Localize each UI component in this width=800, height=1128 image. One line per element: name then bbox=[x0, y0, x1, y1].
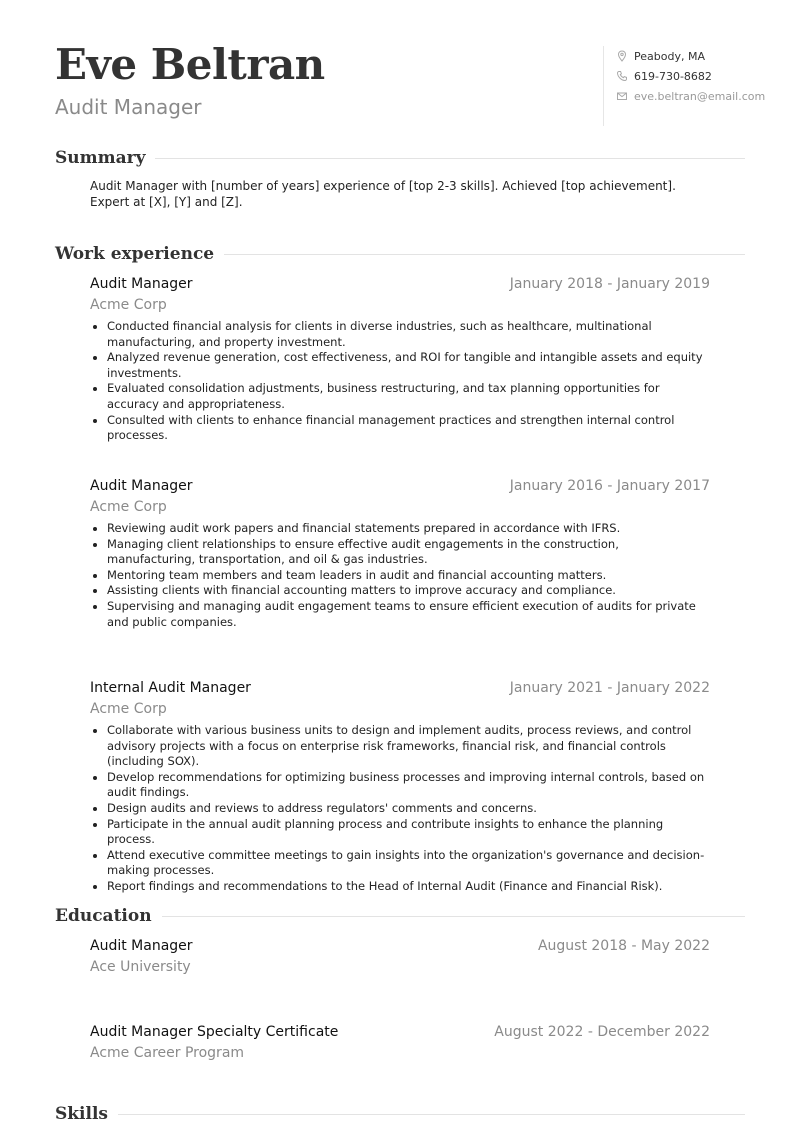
location-text: Peabody, MA bbox=[634, 49, 705, 63]
contact-block bbox=[603, 46, 796, 126]
job-title: Audit Manager bbox=[90, 478, 193, 494]
contact-phone bbox=[616, 66, 796, 86]
bullet-item: • Consulted with clients to enhance financial management practices and strengthen internal control processes. bbox=[107, 413, 710, 444]
institution: Acme Career Program bbox=[90, 1045, 245, 1061]
section-title: Summary bbox=[55, 148, 146, 168]
job-bullets bbox=[90, 521, 710, 630]
bullet-item: • Analyzed revenue generation, cost effectiveness, and ROI for tangible and intangible assets and equity investments. bbox=[107, 350, 710, 381]
section-title: Work experience bbox=[55, 244, 215, 264]
phone-text: 619-730-8682 bbox=[634, 69, 712, 83]
job-title: Audit Manager bbox=[90, 276, 193, 292]
envelope-icon bbox=[616, 90, 628, 102]
job-title: Internal Audit Manager bbox=[90, 680, 251, 696]
summary-text: Audit Manager with [number of years] experience of [top 2-3 skills]. Achieved [top achievement]. Expert at [X], [Y] and [Z]. bbox=[90, 179, 676, 209]
work-entry bbox=[90, 478, 710, 630]
section-divider bbox=[162, 916, 745, 917]
section-divider bbox=[118, 1114, 745, 1115]
section-title: Skills bbox=[55, 1104, 109, 1124]
bullet-item: • Conducted financial analysis for clients in diverse industries, such as healthcare, multinational manufacturing, and property investment. bbox=[107, 319, 710, 350]
work-entry bbox=[90, 680, 710, 895]
education-dates: August 2018 - May 2022 bbox=[537, 938, 710, 954]
bullet-item: • Design audits and reviews to address regulators' comments and concerns. bbox=[107, 801, 710, 817]
job-bullets bbox=[90, 723, 710, 895]
section-divider bbox=[224, 254, 745, 255]
location-pin-icon bbox=[616, 50, 628, 62]
education-dates: August 2022 - December 2022 bbox=[494, 1024, 710, 1040]
summary-section-heading bbox=[55, 148, 745, 168]
bullet-item: • Attend executive committee meetings to gain insights into the organization's governance and decision-making processes. bbox=[107, 848, 710, 879]
contact-email[interactable] bbox=[616, 86, 796, 106]
skills-section-heading bbox=[55, 1104, 745, 1124]
candidate-name: Eve Beltran bbox=[55, 40, 325, 89]
employer: Acme Corp bbox=[90, 499, 167, 515]
bullet-item: • Collaborate with various business units to design and implement audits, process reviews, and control advisory projects with a focus on enterprise risk frameworks, financial risk, and financial controls (including SOX). bbox=[107, 723, 710, 770]
phone-icon bbox=[616, 70, 628, 82]
contact-location bbox=[616, 46, 796, 66]
job-dates: January 2018 - January 2019 bbox=[509, 276, 710, 292]
education-entry bbox=[90, 938, 710, 975]
bullet-item: • Supervising and managing audit engagement teams to ensure efficient execution of audits for private and public companies. bbox=[107, 599, 710, 630]
work-entry bbox=[90, 276, 710, 444]
candidate-title: Audit Manager bbox=[55, 95, 202, 119]
bullet-item: • Develop recommendations for optimizing business processes and improving internal controls, based on audit findings. bbox=[107, 770, 710, 801]
bullet-item: • Participate in the annual audit planning process and contribute insights to enhance the planning process. bbox=[107, 817, 710, 848]
bullet-item: • Managing client relationships to ensure effective audit engagements in the construction, manufacturing, transportation, and oil & gas industries. bbox=[107, 537, 710, 568]
email-text[interactable]: eve.beltran@email.com bbox=[634, 89, 766, 103]
job-bullets bbox=[90, 319, 710, 444]
section-divider bbox=[155, 158, 745, 159]
education-entry bbox=[90, 1024, 710, 1061]
bullet-item: • Assisting clients with financial accounting matters to improve accuracy and compliance. bbox=[107, 583, 710, 599]
job-dates: January 2016 - January 2017 bbox=[509, 478, 710, 494]
employer: Acme Corp bbox=[90, 297, 167, 313]
degree-title: Audit Manager Specialty Certificate bbox=[90, 1024, 339, 1040]
bullet-item: • Mentoring team members and team leaders in audit and financial accounting matters. bbox=[107, 568, 710, 584]
job-dates: January 2021 - January 2022 bbox=[509, 680, 710, 696]
bullet-item: • Evaluated consolidation adjustments, business restructuring, and tax planning opportunities for accuracy and appropriateness. bbox=[107, 381, 710, 412]
education-section-heading bbox=[55, 906, 745, 926]
degree-title: Audit Manager bbox=[90, 938, 193, 954]
section-title: Education bbox=[55, 906, 152, 926]
institution: Ace University bbox=[90, 959, 191, 975]
work-section-heading bbox=[55, 244, 745, 264]
employer: Acme Corp bbox=[90, 701, 167, 717]
bullet-item: • Report findings and recommendations to the Head of Internal Audit (Finance and Financial Risk). bbox=[107, 879, 710, 895]
bullet-item: • Reviewing audit work papers and financial statements prepared in accordance with IFRS. bbox=[107, 521, 710, 537]
